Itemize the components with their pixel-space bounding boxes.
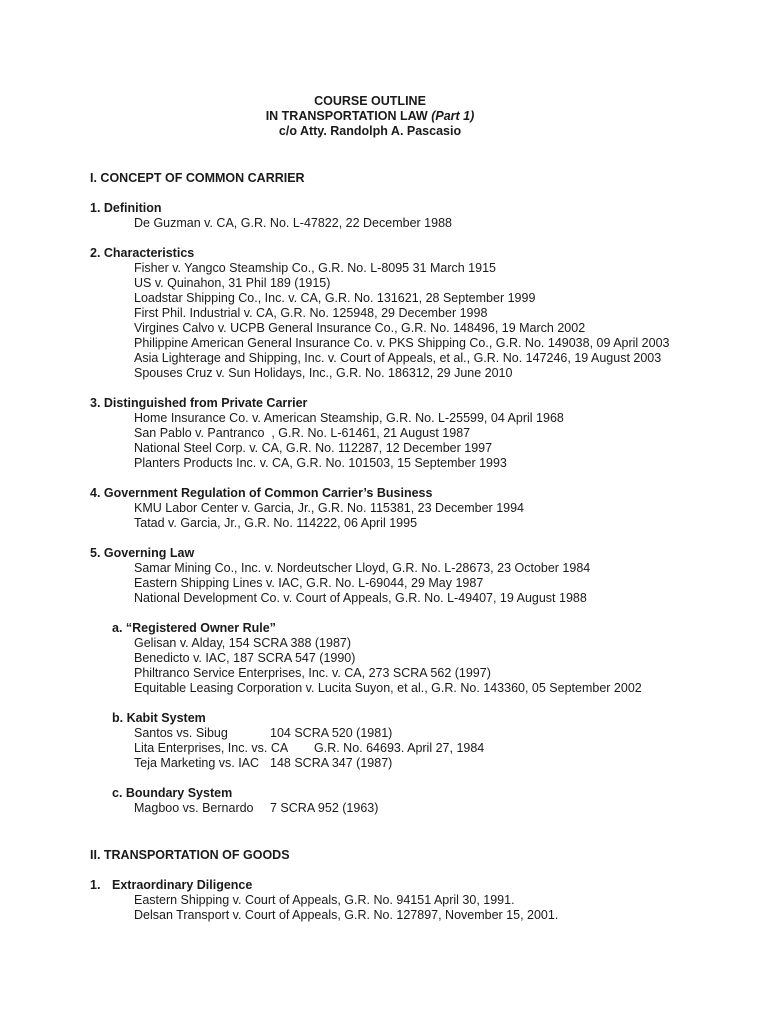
topic-title: 5. Governing Law xyxy=(90,546,195,560)
case-citation: Planters Products Inc. v. CA, G.R. No. 101503, 15 September 1993 xyxy=(134,456,507,470)
case-citation: Gelisan v. Alday, 154 SCRA 388 (1987) xyxy=(134,636,352,650)
case-citation: National Development Co. v. Court of Appeals, G.R. No. L-49407, 19 August 1988 xyxy=(134,591,587,605)
case-name: Magboo vs. Bernardo xyxy=(134,801,254,815)
case-citation: Philtranco Service Enterprises, Inc. v. CA, 273 SCRA 562 (1997) xyxy=(134,666,491,680)
case-row xyxy=(90,741,730,756)
case-row xyxy=(90,801,730,816)
topic-governing-law xyxy=(90,546,730,606)
topic-title xyxy=(90,878,730,893)
header-subtitle-part: (Part 1) xyxy=(431,109,475,123)
case-citation: Tatad v. Garcia, Jr., G.R. No. 114222, 06 April 1995 xyxy=(134,516,418,530)
topic-title: 2. Characteristics xyxy=(90,246,195,260)
case-citation: National Steel Corp. v. CA, G.R. No. 112287, 12 December 1997 xyxy=(134,441,493,455)
case-citation: Delsan Transport v. Court of Appeals, G.R. No. 127897, November 15, 2001. xyxy=(134,908,559,922)
case-citation: KMU Labor Center v. Garcia, Jr., G.R. No. 115381, 23 December 1994 xyxy=(134,501,524,515)
header-subtitle-main: IN TRANSPORTATION LAW xyxy=(265,109,432,123)
case-row xyxy=(90,726,730,741)
topic-government-regulation xyxy=(90,486,730,531)
case-citation: San Pablo v. Pantranco , G.R. No. L-61461, 21 August 1987 xyxy=(134,426,471,440)
subtopic-title: c. Boundary System xyxy=(112,786,233,800)
document-page xyxy=(90,94,730,923)
case-citation: First Phil. Industrial v. CA, G.R. No. 125948, 29 December 1998 xyxy=(134,306,488,320)
case-citation: De Guzman v. CA, G.R. No. L-47822, 22 December 1988 xyxy=(134,216,452,230)
subtopic-title: b. Kabit System xyxy=(112,711,206,725)
case-citation: Eastern Shipping v. Court of Appeals, G.R. No. 94151 April 30, 1991. xyxy=(134,893,515,907)
header-title: COURSE OUTLINE xyxy=(314,94,426,108)
topic-extraordinary-diligence xyxy=(90,878,730,923)
case-citation: Eastern Shipping Lines v. IAC, G.R. No. L-69044, 29 May 1987 xyxy=(134,576,484,590)
case-name: Teja Marketing vs. IAC xyxy=(134,756,260,770)
subtopic-title: a. “Registered Owner Rule” xyxy=(112,621,276,635)
subtopic-registered-owner-rule xyxy=(90,621,730,696)
topic-definition xyxy=(90,201,730,231)
case-citation: Philippine American General Insurance Co. v. PKS Shipping Co., G.R. No. 149038, 09 April 2003 xyxy=(134,336,670,350)
topic-title: 4. Government Regulation of Common Carrier’s Business xyxy=(90,486,433,500)
case-name: Lita Enterprises, Inc. vs. CA xyxy=(134,741,289,755)
case-cite: 148 SCRA 347 (1987) xyxy=(270,756,393,770)
case-citation: Equitable Leasing Corporation v. Lucita Suyon, et al., G.R. No. 143360, 05 September 2002 xyxy=(134,681,642,695)
topic-distinguished-private-carrier xyxy=(90,396,730,471)
case-name: Santos vs. Sibug xyxy=(134,726,228,740)
case-citation: Samar Mining Co., Inc. v. Nordeutscher Lloyd, G.R. No. L-28673, 23 October 1984 xyxy=(134,561,591,575)
section-heading-common-carrier: I. CONCEPT OF COMMON CARRIER xyxy=(90,171,305,185)
subtopic-boundary-system xyxy=(90,786,730,816)
case-cite: 104 SCRA 520 (1981) xyxy=(270,726,393,740)
case-citation: Virgines Calvo v. UCPB General Insurance Co., G.R. No. 148496, 19 March 2002 xyxy=(134,321,586,335)
topic-title: 1. Definition xyxy=(90,201,162,215)
subtopic-kabit-system xyxy=(90,711,730,771)
topic-characteristics xyxy=(90,246,730,381)
case-citation: Asia Lighterage and Shipping, Inc. v. Court of Appeals, et al., G.R. No. 147246, 19 August 2003 xyxy=(134,351,662,365)
header-author: c/o Atty. Randolph A. Pascasio xyxy=(278,124,462,138)
case-citation: Home Insurance Co. v. American Steamship, G.R. No. L-25599, 04 April 1968 xyxy=(134,411,564,425)
section-heading-transportation-goods: II. TRANSPORTATION OF GOODS xyxy=(90,848,290,862)
case-citation: Spouses Cruz v. Sun Holidays, Inc., G.R. No. 186312, 29 June 2010 xyxy=(134,366,513,380)
document-header xyxy=(90,94,650,139)
case-row xyxy=(90,756,730,771)
topic-title: 3. Distinguished from Private Carrier xyxy=(90,396,308,410)
topic-number: 1. xyxy=(90,878,101,892)
case-cite: G.R. No. 64693. April 27, 1984 xyxy=(314,741,485,755)
case-citation: Fisher v. Yangco Steamship Co., G.R. No. L-8095 31 March 1915 xyxy=(134,261,496,275)
case-citation: Loadstar Shipping Co., Inc. v. CA, G.R. No. 131621, 28 September 1999 xyxy=(134,291,536,305)
header-subtitle xyxy=(90,109,650,124)
case-citation: Benedicto v. IAC, 187 SCRA 547 (1990) xyxy=(134,651,356,665)
case-citation: US v. Quinahon, 31 Phil 189 (1915) xyxy=(134,276,331,290)
topic-title-text: Extraordinary Diligence xyxy=(112,878,253,892)
case-cite: 7 SCRA 952 (1963) xyxy=(270,801,379,815)
